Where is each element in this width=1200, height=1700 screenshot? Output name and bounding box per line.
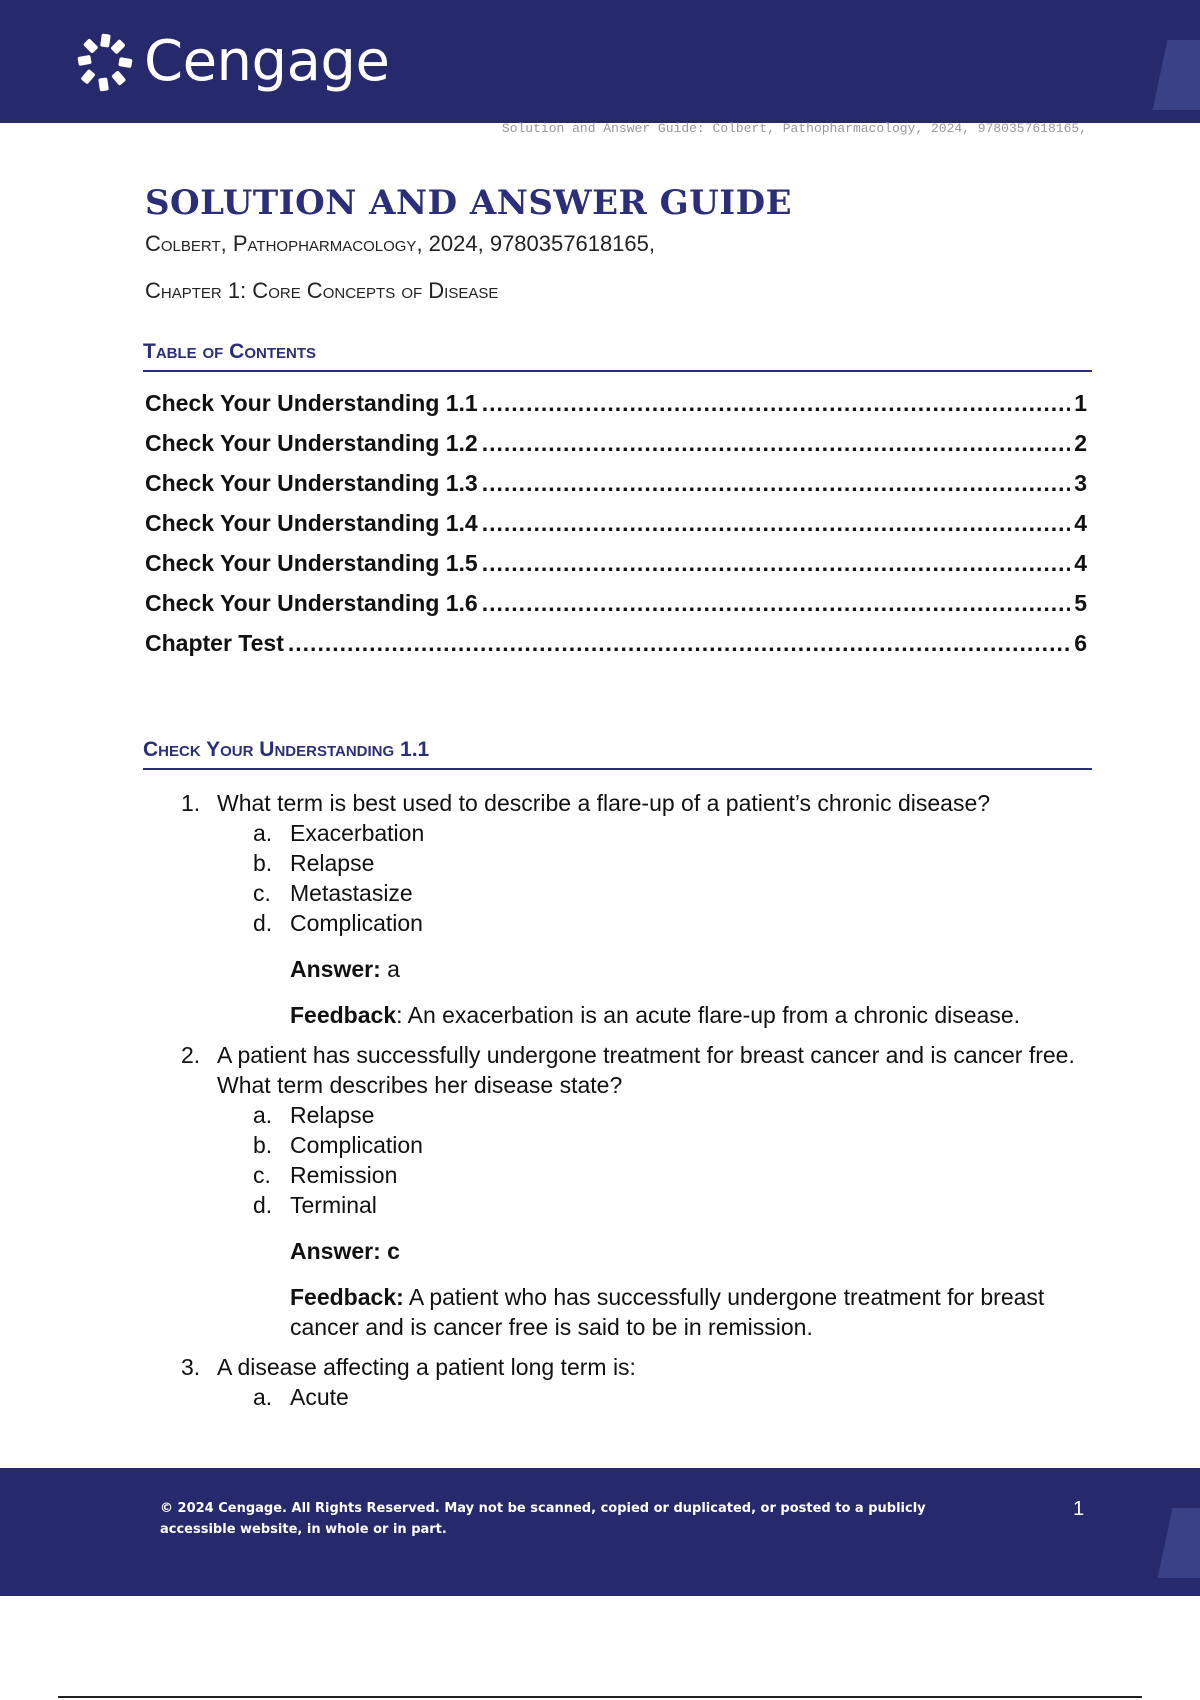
- answer-line: [290, 1236, 1093, 1266]
- toc-leader-dots: [482, 590, 1070, 617]
- toc-entry-label: Chapter Test: [145, 630, 284, 656]
- brand-name: Cengage: [144, 29, 390, 94]
- toc-entry-page: 4: [1074, 550, 1087, 576]
- option-text: Acute: [290, 1384, 349, 1410]
- answer-value: a: [380, 956, 400, 982]
- option-text: Relapse: [290, 1102, 375, 1128]
- answer-option: [253, 908, 1093, 938]
- answer-option: [253, 878, 1093, 908]
- option-letter: a.: [253, 820, 273, 846]
- option-letter: c.: [253, 880, 271, 906]
- toc-entry-page: 1: [1074, 390, 1087, 416]
- answer-value: c: [380, 1238, 400, 1264]
- toc-entry[interactable]: [145, 590, 1087, 630]
- answer-option: [253, 1382, 1093, 1412]
- feedback-line: [290, 1282, 1093, 1342]
- toc-entry-page: 5: [1074, 590, 1087, 616]
- option-letter: b.: [253, 850, 273, 876]
- option-text: Complication: [290, 910, 423, 936]
- footer-banner: [0, 1468, 1200, 1596]
- toc-entry-label: Check Your Understanding 1.1: [145, 390, 478, 416]
- answer-option: [253, 1190, 1093, 1220]
- toc-entry[interactable]: [145, 510, 1087, 550]
- question-item: [181, 788, 1093, 1030]
- toc-leader-dots: [482, 510, 1070, 537]
- feedback-line: [290, 1000, 1093, 1030]
- option-letter: d.: [253, 1192, 273, 1218]
- toc-leader-dots: [288, 630, 1070, 657]
- option-letter: a.: [253, 1102, 273, 1128]
- answer-option: [253, 1130, 1093, 1160]
- toc-leader-dots: [482, 430, 1070, 457]
- toc-entry-page: 3: [1074, 470, 1087, 496]
- option-letter: b.: [253, 1132, 273, 1158]
- option-letter: c.: [253, 1162, 271, 1188]
- section-heading: Check Your Understanding 1.1: [143, 738, 1092, 770]
- question-number: 2.: [181, 1042, 201, 1068]
- page-number: 1: [1073, 1498, 1085, 1520]
- toc-entry-label: Check Your Understanding 1.3: [145, 470, 478, 496]
- feedback-label: Feedback:: [290, 1284, 404, 1310]
- feedback-text: A patient who has successfully undergone treatment for breast cancer and is cancer free is said to be in remission.: [290, 1284, 1045, 1340]
- answer-option: [253, 818, 1093, 848]
- toc-entry[interactable]: [145, 550, 1087, 590]
- question-text: A patient has successfully undergone treatment for breast cancer and is cancer free. What term describes her disease state?: [217, 1042, 1075, 1098]
- option-list: [253, 1382, 1093, 1412]
- feedback-label: Feedback: [290, 1002, 397, 1028]
- toc-entry-page: 6: [1074, 630, 1087, 656]
- cengage-logo[interactable]: [74, 30, 389, 94]
- toc-entry-label: Check Your Understanding 1.5: [145, 550, 478, 576]
- table-of-contents: [145, 390, 1087, 670]
- option-text: Metastasize: [290, 880, 413, 906]
- footer-decoration: [1158, 1508, 1200, 1578]
- option-text: Relapse: [290, 850, 375, 876]
- toc-entry-label: Check Your Understanding 1.6: [145, 590, 478, 616]
- corner-decoration: [1153, 40, 1200, 110]
- toc-entry[interactable]: [145, 430, 1087, 470]
- answer-label: Answer:: [290, 956, 381, 982]
- option-text: Remission: [290, 1162, 398, 1188]
- option-letter: a.: [253, 1384, 273, 1410]
- header-banner: [0, 0, 1200, 123]
- answer-option: [253, 1160, 1093, 1190]
- toc-leader-dots: [482, 390, 1070, 417]
- option-list: [253, 818, 1093, 938]
- toc-entry[interactable]: [145, 630, 1087, 670]
- copyright-notice: © 2024 Cengage. All Rights Reserved. May not be scanned, copied or duplicated, or posted to a publicly accessible website, in whole or in part.: [160, 1501, 926, 1537]
- toc-heading: Table of Contents: [143, 340, 1092, 372]
- feedback-text: : An exacerbation is an acute flare-up from a chronic disease.: [396, 1002, 1021, 1028]
- toc-leader-dots: [482, 550, 1070, 577]
- option-text: Complication: [290, 1132, 423, 1158]
- chapter-title: Chapter 1: Core Concepts of Disease: [145, 278, 499, 303]
- question-number: 3.: [181, 1354, 201, 1380]
- question-list: [181, 788, 1093, 1418]
- toc-entry-label: Check Your Understanding 1.4: [145, 510, 478, 536]
- document-title: SOLUTION AND ANSWER GUIDE: [145, 183, 793, 223]
- answer-option: [253, 848, 1093, 878]
- toc-entry[interactable]: [145, 470, 1087, 510]
- page-divider: [58, 1696, 1142, 1698]
- question-text: What term is best used to describe a flare-up of a patient’s chronic disease?: [217, 790, 991, 816]
- document-subtitle: Colbert, Pathopharmacology, 2024, 9780357618165,: [145, 231, 656, 256]
- toc-entry-page: 2: [1074, 430, 1087, 456]
- question-number: 1.: [181, 790, 201, 816]
- toc-entry-label: Check Your Understanding 1.2: [145, 430, 478, 456]
- answer-line: [290, 954, 1093, 984]
- toc-entry-page: 4: [1074, 510, 1087, 536]
- running-head: Solution and Answer Guide: Colbert, Pathopharmacology, 2024, 9780357618165,: [501, 121, 1087, 136]
- cengage-logo-icon: [74, 30, 138, 94]
- option-list: [253, 1100, 1093, 1220]
- option-text: Terminal: [290, 1192, 377, 1218]
- question-item: [181, 1040, 1093, 1342]
- answer-label: Answer:: [290, 1238, 381, 1264]
- toc-entry[interactable]: [145, 390, 1087, 430]
- question-text: A disease affecting a patient long term is:: [217, 1354, 636, 1380]
- option-letter: d.: [253, 910, 273, 936]
- option-text: Exacerbation: [290, 820, 425, 846]
- question-item: [181, 1352, 1093, 1412]
- toc-leader-dots: [482, 470, 1070, 497]
- answer-option: [253, 1100, 1093, 1130]
